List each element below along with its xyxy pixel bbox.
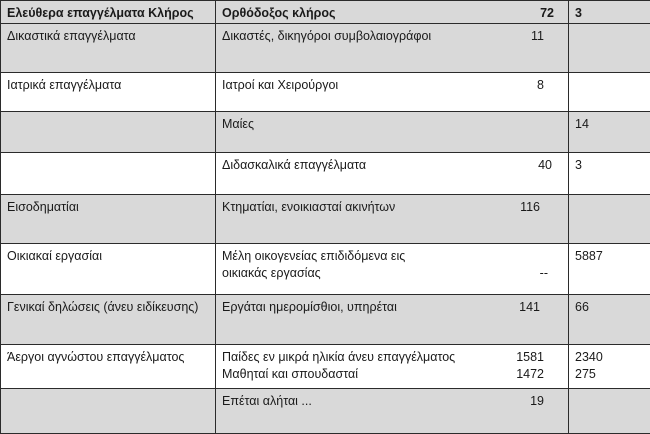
row-detail [216,244,569,295]
row-detail-value: 11 [531,28,544,43]
row-detail-label: Παίδες εν μικρά ηλικία άνευ επαγγέλματος [222,349,456,364]
row-extra [569,23,650,72]
row-detail-value: 1472 [516,366,544,381]
header-col2 [216,1,569,24]
row-detail-label: Μαίες [222,116,255,131]
row-extra [569,388,650,433]
table-row [1,152,650,194]
row-category [1,152,216,194]
row-detail-value: 1581 [516,349,544,364]
row-detail-label: Εργάται ημερομίσθιοι, υπηρέται [222,300,397,315]
row-detail [216,23,569,72]
row-extra: 3 [569,152,650,194]
row-detail-value: 116 [520,199,540,214]
row-detail-label: Μαθηταί και σπουδασταί [222,366,358,381]
row-extra [569,194,650,243]
row-category: Ιατρικά επαγγέλματα [1,72,216,111]
row-detail-value: 40 [538,157,552,172]
row-detail-value: 8 [537,77,544,92]
header-col2-value: 72 [540,6,554,20]
row-detail-value: 141 [519,300,540,315]
row-detail-label: οικιακάς εργασίας [222,266,321,281]
row-extra [569,344,650,388]
table-row [1,72,650,111]
table-row [1,344,650,388]
table-row [1,194,650,243]
table-row [1,244,650,295]
row-category [1,111,216,152]
row-category: Οικιακαί εργασίαι [1,244,216,295]
row-detail-value: -- [539,266,548,281]
header-col2-label: Ορθόδοξος κλήρος [222,6,336,20]
header-col1: Ελεύθερα επαγγέλματα Κλήρος [1,1,216,24]
row-detail-value: 19 [530,393,544,408]
table-row [1,111,650,152]
row-detail [216,344,569,388]
row-category: Δικαστικά επαγγέλματα [1,23,216,72]
row-category: Εισοδηματίαι [1,194,216,243]
row-detail-label: Κτηματίαι, ενοικιασταί ακινήτων [222,199,396,214]
row-detail-label: Επέται αλήται ... [222,393,312,408]
table-row [1,295,650,344]
row-detail-label: Μέλη οικογενείας επιδιδόμενα εις [222,249,406,264]
row-category [1,388,216,433]
row-extra: 66 [569,295,650,344]
row-extra-value: 275 [575,366,596,381]
row-detail [216,388,569,433]
row-extra: 5887 [569,244,650,295]
header-col3: 3 [569,1,650,24]
row-category: Άεργοι αγνώστου επαγγέλματος [1,344,216,388]
row-extra-value: 2340 [575,349,603,364]
row-extra [569,72,650,111]
table-row [1,388,650,433]
table-row [1,23,650,72]
row-detail [216,152,569,194]
table-header-row [1,1,650,24]
row-detail-label: Δικαστές, δικηγόροι συμβολαιογράφοι [222,28,432,43]
row-extra: 14 [569,111,650,152]
row-category: Γενικαί δηλώσεις (άνευ ειδίκευσης) [1,295,216,344]
row-detail [216,295,569,344]
row-detail [216,111,569,152]
row-detail-label: Διδασκαλικά επαγγέλματα [222,157,367,172]
row-detail-label: Ιατροί και Χειρούργοι [222,77,339,92]
row-detail [216,194,569,243]
row-detail [216,72,569,111]
